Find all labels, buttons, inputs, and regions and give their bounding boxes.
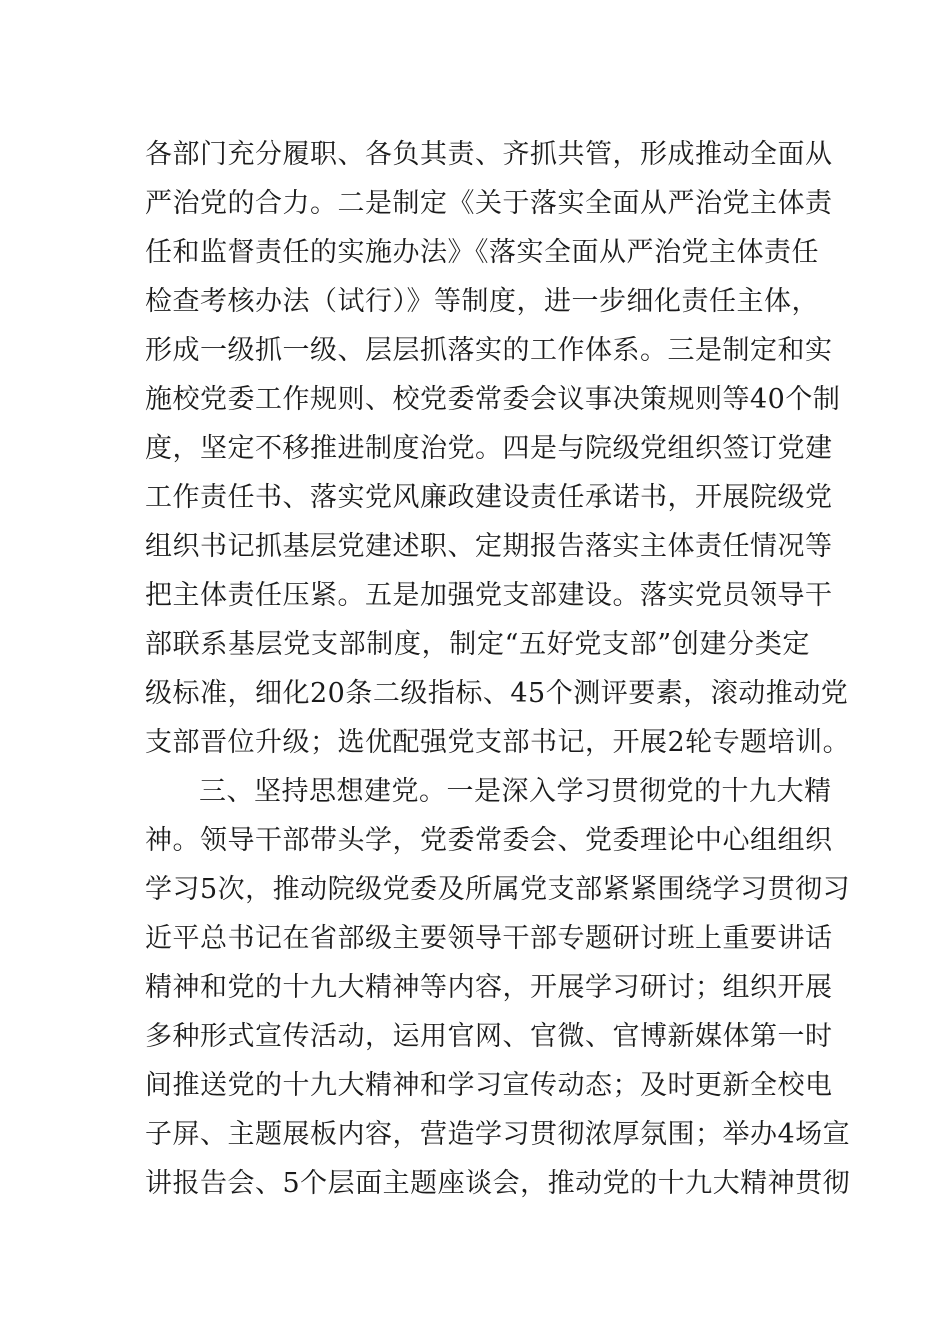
text-line-11: 部联系基层党支部制度，制定“五好党支部”创建分类定	[145, 629, 810, 660]
text-line-22: 讲报告会、5个层面主题座谈会，推动党的十九大精神贯彻	[145, 1168, 851, 1199]
text-line-2: 严治党的合力。二是制定《关于落实全面从严治党主体责	[145, 188, 833, 219]
text-line-6: 施校党委工作规则、校党委常委会议事决策规则等40个制	[145, 384, 841, 415]
text-line-1: 各部门充分履职、各负其责、齐抓共管，形成推动全面从	[145, 139, 833, 170]
text-line-7: 度，坚定不移推进制度治党。四是与院级党组织签订党建	[145, 433, 833, 464]
text-line-4: 检查考核办法（试行）》等制度，进一步细化责任主体，	[145, 286, 819, 317]
text-line-8: 工作责任书、落实党风廉政建设责任承诺书，开展院级党	[145, 482, 833, 513]
text-line-21: 子屏、主题展板内容，营造学习贯彻浓厚氛围；举办4场宣	[145, 1119, 851, 1150]
text-line-5: 形成一级抓一级、层层抓落实的工作体系。三是制定和实	[145, 335, 833, 366]
text-line-15: 神。领导干部带头学，党委常委会、党委理论中心组组织	[145, 825, 833, 856]
text-line-9: 组织书记抓基层党建述职、定期报告落实主体责任情况等	[145, 531, 833, 562]
text-line-10: 把主体责任压紧。五是加强党支部建设。落实党员领导干	[145, 580, 833, 611]
text-line-17: 近平总书记在省部级主要领导干部专题研讨班上重要讲话	[145, 923, 833, 954]
text-line-19: 多种形式宣传活动，运用官网、官微、官博新媒体第一时	[145, 1021, 833, 1052]
text-line-20: 间推送党的十九大精神和学习宣传动态；及时更新全校电	[145, 1070, 833, 1101]
text-line-12: 级标准，细化20条二级指标、45个测评要素，滚动推动党	[145, 678, 849, 709]
text-line-13: 支部晋位升级；选优配强党支部书记，开展2轮专题培训。	[145, 727, 851, 758]
text-line-18: 精神和党的十九大精神等内容，开展学习研讨；组织开展	[145, 972, 833, 1003]
text-line-16: 学习5次，推动院级党委及所属党支部紧紧围绕学习贯彻习	[145, 874, 851, 905]
section-heading-line: 三、坚持思想建党。一是深入学习贯彻党的十九大精	[199, 776, 832, 807]
text-line-3: 任和监督责任的实施办法》《落实全面从严治党主体责任	[145, 237, 819, 268]
